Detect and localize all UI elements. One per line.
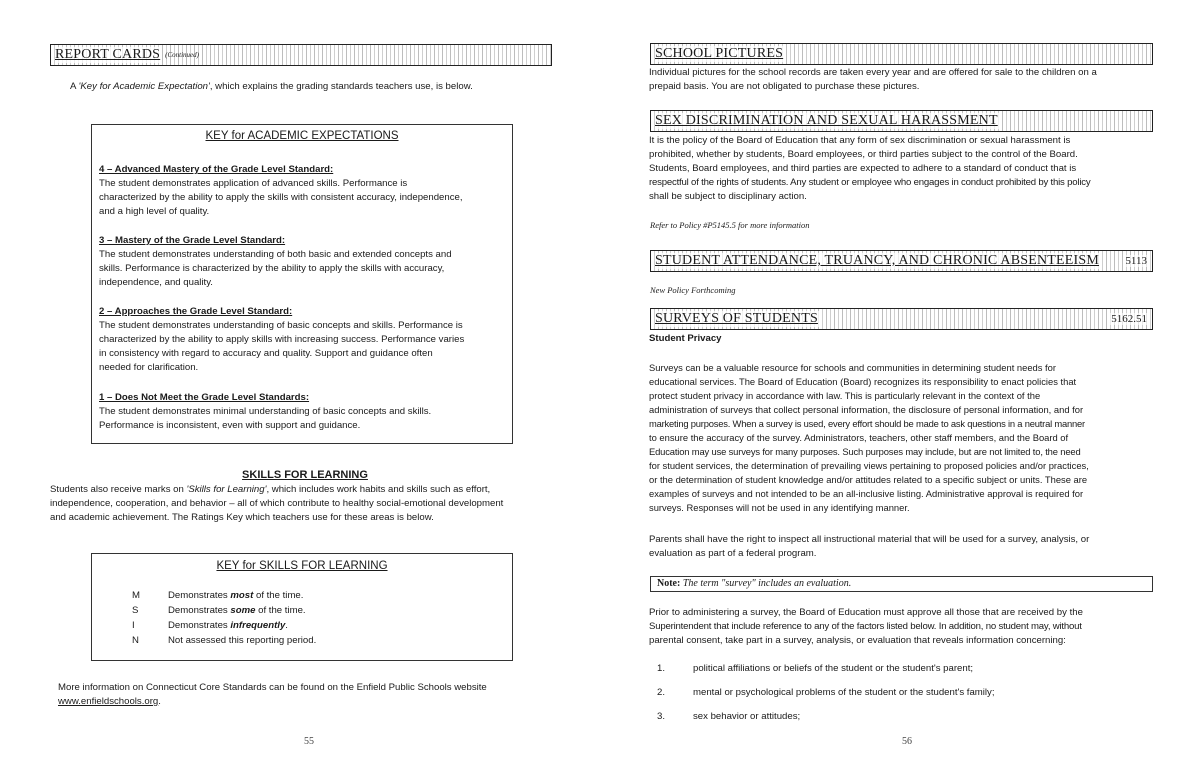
rating-text: Not assessed this reporting period. <box>168 635 317 646</box>
more-info-line: More information on Connecticut Core Standards can be found on the Enfield Public Schools website <box>58 682 487 693</box>
text-line: prepaid basis. You are not obligated to purchase these pictures. <box>649 81 920 92</box>
rating-text: of the time. <box>255 605 306 616</box>
school-pictures-title: SCHOOL PICTURES <box>655 46 784 61</box>
key-item-line: characterized by the ability to apply the skills with consistent accuracy, independence, <box>99 192 463 203</box>
skills-line <box>50 483 560 497</box>
text-line: respectful of the rights of students. Any student or employee who engages in conduct prohibited by this policy <box>649 177 1091 188</box>
more-info <box>58 681 558 709</box>
right-page <box>600 0 1200 776</box>
rating-emphasis: most <box>230 590 254 601</box>
skills-line: and academic achievement. The Ratings Key which teachers use for these areas is below. <box>50 512 434 523</box>
key-item-line: The student demonstrates minimal understanding of basic concepts and skills. <box>99 406 432 417</box>
text-line: Individual pictures for the school records are taken every year and are offered for sale to the children on a <box>649 67 1097 78</box>
school-pictures-header <box>650 43 1153 65</box>
survey-note-box <box>650 576 1153 592</box>
rating-text: . <box>285 620 288 631</box>
more-info-end: . <box>158 696 161 707</box>
rating-text: Demonstrates <box>168 605 231 616</box>
skills-key-row <box>132 618 288 633</box>
list-text: political affiliations or beliefs of the student or the student's parent; <box>693 663 974 674</box>
list-number: 3. <box>657 711 666 722</box>
page-number-right: 56 <box>902 736 912 747</box>
rating-emphasis: some <box>230 605 256 616</box>
report-cards-header <box>50 44 552 66</box>
policy-reference: Refer to Policy #P5145.5 for more information <box>650 220 810 230</box>
text-line: evaluation as part of a federal program. <box>649 548 817 559</box>
text-line: Education may use surveys for many purposes. Such purposes may include, but are not limited to, the need <box>649 446 1081 457</box>
attendance-header <box>650 250 1153 272</box>
academic-key-item <box>99 305 509 375</box>
report-cards-subtitle: (Continued) <box>165 51 199 59</box>
school-pictures-text <box>649 66 1154 94</box>
surveys-paragraph-2 <box>649 533 1154 561</box>
academic-key-item <box>99 234 509 290</box>
attendance-code: 5113 <box>1125 255 1147 267</box>
surveys-header <box>650 308 1153 330</box>
text-line: examples of surveys and not intended to be an all-inclusive listing. Administrative approval is required for <box>649 488 1084 499</box>
text-line: prohibited, whether by students, Board employees, or third parties subject to the control of the Board. <box>649 149 1078 160</box>
key-item-line: independence, and quality. <box>99 277 213 288</box>
surveys-title: SURVEYS OF STUDENTS <box>655 311 818 326</box>
note-label: Note: <box>657 578 681 589</box>
text-line: Students, Board employees, and third parties are expected to adhere to a standard of conduct that is <box>649 163 1077 174</box>
rating-emphasis: infrequently <box>230 620 286 631</box>
note-text: The term "survey" includes an evaluation. <box>682 578 852 589</box>
surveys-code: 5162.51 <box>1111 313 1147 325</box>
skills-heading: SKILLS FOR LEARNING <box>242 469 368 481</box>
rating-text: Demonstrates <box>168 590 231 601</box>
surveys-paragraph-3 <box>649 606 1154 648</box>
text-line: shall be subject to disciplinary action. <box>649 191 807 202</box>
key-item-heading: 3 – Mastery of the Grade Level Standard: <box>99 235 286 246</box>
skills-line: independence, cooperation, and behavior – all of which contribute to healthy social-emotional development <box>50 498 504 509</box>
rating-code: N <box>132 635 139 646</box>
academic-key-item <box>99 391 509 433</box>
skills-line-text: Students also receive marks on <box>50 484 187 495</box>
rating-code: S <box>132 605 139 616</box>
text-line: Surveys can be a valuable resource for schools and communities in determining student needs for <box>649 362 1056 373</box>
key-item-line: The student demonstrates understanding of basic concepts and skills. Performance is <box>99 320 463 331</box>
report-cards-title: REPORT CARDS <box>55 47 161 62</box>
text-line: Prior to administering a survey, the Board of Education must approve all those that are received by the <box>649 607 1083 618</box>
text-line: marketing purposes. When a survey is used, every effort should be made to ask questions in a neutral manner <box>649 418 1085 429</box>
list-number: 2. <box>657 687 666 698</box>
list-text: mental or psychological problems of the student or the student's family; <box>693 687 995 698</box>
skills-key-row <box>132 588 303 603</box>
text-line: or the determination of student knowledge and/or attitudes related to a specific subject or units. These are <box>649 474 1088 485</box>
academic-key-item <box>99 163 509 219</box>
skills-paragraph <box>50 483 560 525</box>
key-item-line: Performance is inconsistent, even with support and guidance. <box>99 420 361 431</box>
text-line: administration of surveys that collect personal information, the disclosure of personal information, and for <box>649 404 1084 415</box>
intro-italic: 'Key for Academic Expectation' <box>78 81 210 92</box>
rating-code: I <box>132 620 135 631</box>
text-line: It is the policy of the Board of Education that any form of sex discrimination or sexual harassment is <box>649 135 1071 146</box>
enfield-schools-link[interactable]: www.enfieldschools.org <box>58 696 159 707</box>
key-item-heading: 2 – Approaches the Grade Level Standard: <box>99 306 293 317</box>
text-line: Superintendent that include reference to any of the factors listed below. In addition, no student may, without <box>649 621 1082 632</box>
skills-key-row <box>132 603 306 618</box>
skills-line-text: , which includes work habits and skills such as effort, <box>266 484 491 495</box>
rating-text: Demonstrates <box>168 620 231 631</box>
key-item-line: characterized by the ability to apply skills with increasing success. Performance varies <box>99 334 465 345</box>
text-line: to ensure the accuracy of the survey. Administrators, teachers, other staff members, and the Board of <box>649 432 1069 443</box>
text-line: Parents shall have the right to inspect all instructional material that will be used for a survey, analysis, or <box>649 534 1090 545</box>
list-text: sex behavior or attitudes; <box>693 711 801 722</box>
text-line: educational services. The Board of Education (Board) recognizes its responsibility to enact policies that <box>649 376 1077 387</box>
skills-key-row <box>132 633 316 648</box>
text-line: protect student privacy in accordance with law. This is particularly relevant in the context of the <box>649 390 1041 401</box>
key-item-line: in consistency with regard to accuracy and quality. Support and guidance often <box>99 348 433 359</box>
rating-text: of the time. <box>253 590 304 601</box>
skills-key-box <box>91 553 513 661</box>
academic-key-title: KEY for ACADEMIC EXPECTATIONS <box>205 130 399 142</box>
key-item-line: and a high level of quality. <box>99 206 210 217</box>
key-item-line: skills. Performance is characterized by the ability to apply the skills with accuracy, <box>99 263 445 274</box>
attendance-note: New Policy Forthcoming <box>650 285 736 295</box>
sex-discrimination-text <box>649 134 1154 204</box>
intro-prefix: A <box>70 81 79 92</box>
skills-key-title: KEY for SKILLS FOR LEARNING <box>216 560 388 572</box>
text-line: parental consent, take part in a survey, analysis, or evaluation that reveals information concerning: <box>649 635 1066 646</box>
text-line: for student services, the determination of prevailing views pertaining to proposed policies and/or practices, <box>649 460 1089 471</box>
surveys-paragraph-1 <box>649 361 1154 515</box>
sex-discrimination-header <box>650 110 1153 132</box>
student-privacy-heading: Student Privacy <box>649 333 722 344</box>
list-number: 1. <box>657 663 666 674</box>
key-item-heading: 4 – Advanced Mastery of the Grade Level Standard: <box>99 164 334 175</box>
skills-line-italic: 'Skills for Learning' <box>186 484 267 495</box>
text-line: surveys. Responses will not be used in any identifying manner. <box>649 502 910 513</box>
intro-suffix: , which explains the grading standards teachers use, is below. <box>209 81 473 92</box>
key-item-heading: 1 – Does Not Meet the Grade Level Standards: <box>99 392 310 403</box>
rating-code: M <box>132 590 140 601</box>
academic-intro <box>70 80 550 94</box>
key-item-line: The student demonstrates application of advanced skills. Performance is <box>99 178 408 189</box>
sex-discrimination-title: SEX DISCRIMINATION AND SEXUAL HARASSMENT <box>655 113 998 128</box>
attendance-title: STUDENT ATTENDANCE, TRUANCY, AND CHRONIC ABSENTEEISM <box>655 253 1100 268</box>
page-number-left: 55 <box>304 736 314 747</box>
key-item-line: needed for clarification. <box>99 362 199 373</box>
academic-key-box <box>91 124 513 444</box>
key-item-line: The student demonstrates understanding of both basic and extended concepts and <box>99 249 452 260</box>
